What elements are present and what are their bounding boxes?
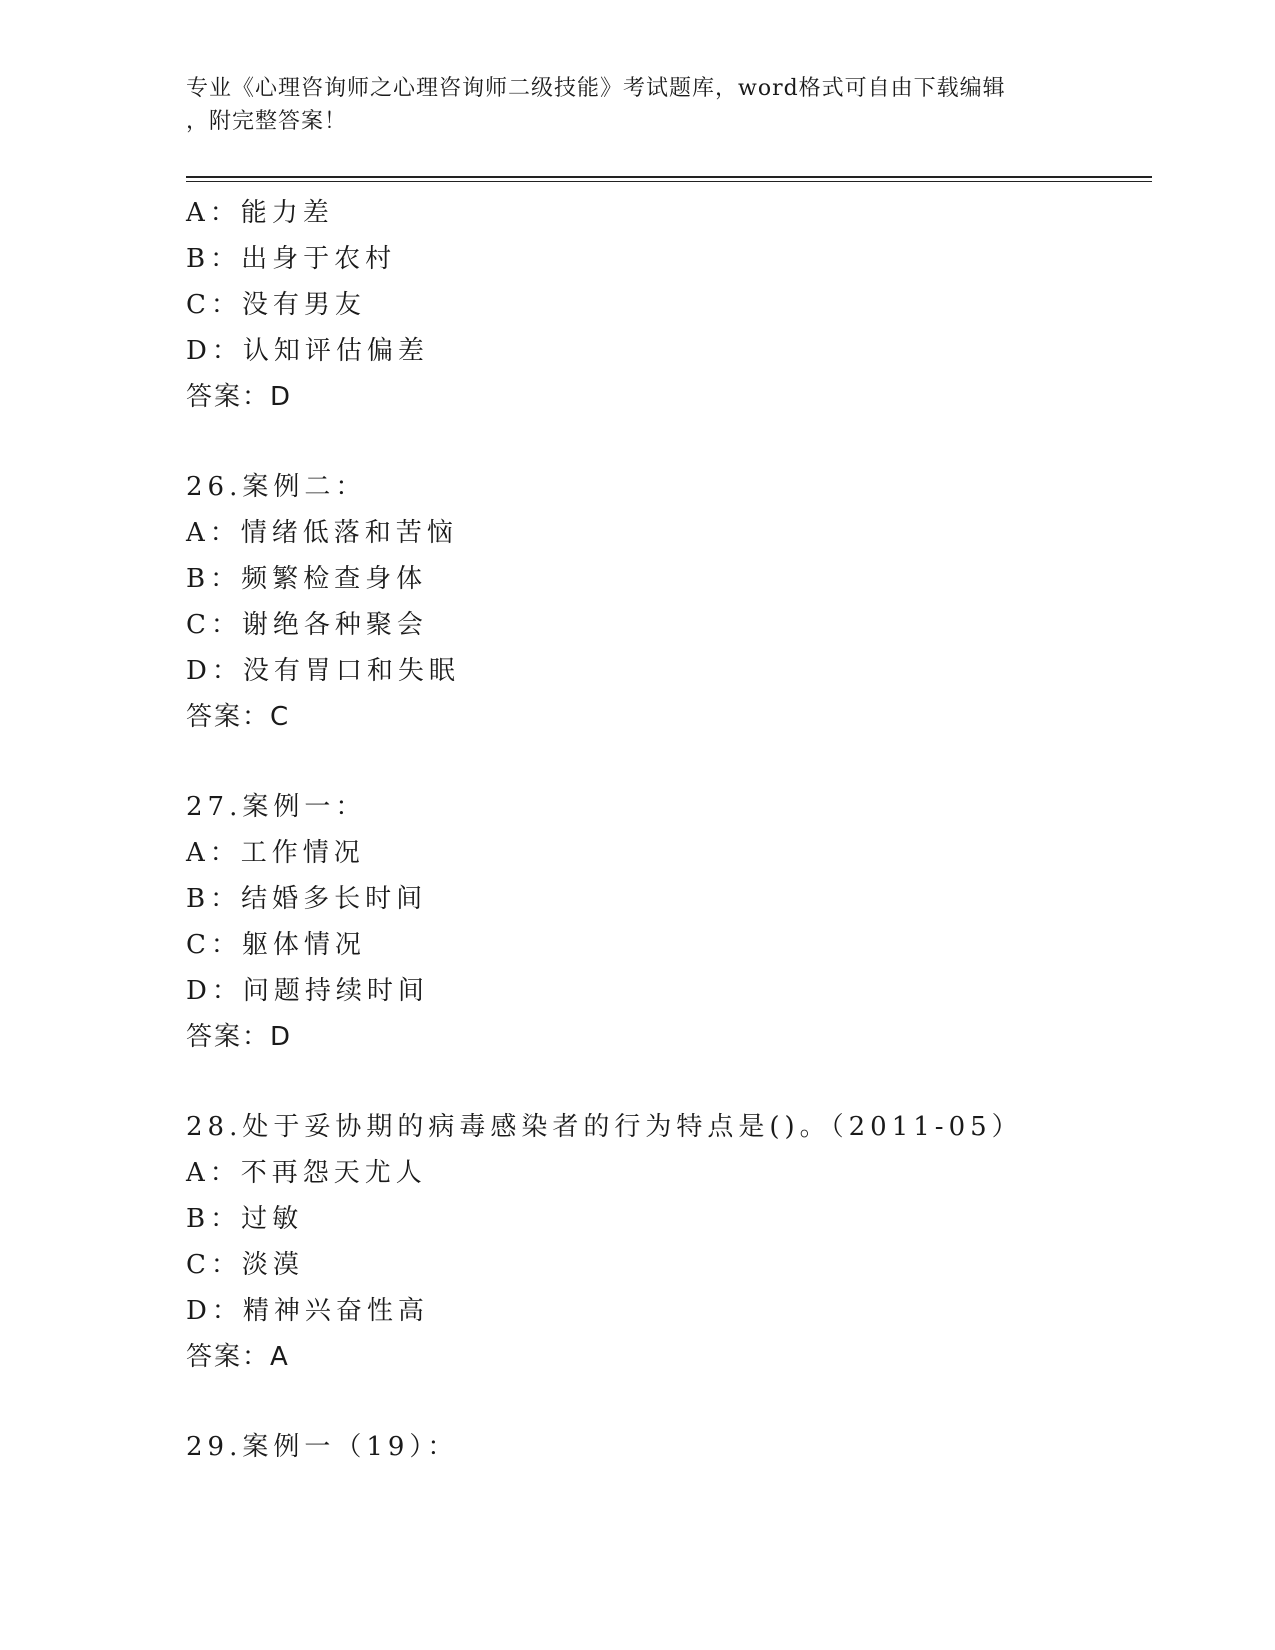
spacer xyxy=(186,1060,1146,1104)
question-title: 29.案例一（19）： xyxy=(186,1432,459,1462)
option-c: C：淡漠 xyxy=(186,1250,304,1280)
spacer xyxy=(186,420,1146,464)
option-c: C：没有男友 xyxy=(186,290,366,320)
option-b: B：频繁检查身体 xyxy=(186,564,428,594)
option-b: B：结婚多长时间 xyxy=(186,884,428,914)
option-b: B：出身于农村 xyxy=(186,244,397,274)
spacer xyxy=(186,1380,1146,1424)
question-block-29 xyxy=(186,1424,1146,1470)
option-a: A：能力差 xyxy=(186,198,334,228)
answer-line: 答案：D xyxy=(186,382,293,412)
question-block-25 xyxy=(186,190,1146,420)
header-line-2: ，附完整答案！ xyxy=(186,109,348,134)
option-d: D：精神兴奋性高 xyxy=(186,1296,429,1326)
question-title: 28.处于妥协期的病毒感染者的行为特点是()。（2011-05） xyxy=(186,1112,1023,1142)
option-c: C：谢绝各种聚会 xyxy=(186,610,428,640)
header-line-1: 专业《心理咨询师之心理咨询师二级技能》考试题库，word格式可自由下载编辑 xyxy=(186,76,1006,101)
question-block-27 xyxy=(186,784,1146,1060)
header-divider-thick xyxy=(186,176,1152,178)
question-block-28 xyxy=(186,1104,1146,1380)
document-header xyxy=(186,72,1086,138)
option-c: C：躯体情况 xyxy=(186,930,366,960)
option-a: A：情绪低落和苦恼 xyxy=(186,518,458,548)
option-a: A：工作情况 xyxy=(186,838,365,868)
spacer xyxy=(186,740,1146,784)
option-b: B：过敏 xyxy=(186,1204,304,1234)
option-d: D：没有胃口和失眠 xyxy=(186,656,460,686)
option-d: D：认知评估偏差 xyxy=(186,336,429,366)
header-divider-thin xyxy=(186,181,1152,182)
option-d: D：问题持续时间 xyxy=(186,976,429,1006)
answer-line: 答案：C xyxy=(186,702,291,732)
question-title: 27.案例一： xyxy=(186,792,367,822)
question-title: 26.案例二： xyxy=(186,472,367,502)
answer-line: 答案：D xyxy=(186,1022,293,1052)
question-block-26 xyxy=(186,464,1146,740)
answer-line: 答案：A xyxy=(186,1342,290,1372)
question-list xyxy=(186,190,1146,1470)
option-a: A：不再怨天尤人 xyxy=(186,1158,427,1188)
